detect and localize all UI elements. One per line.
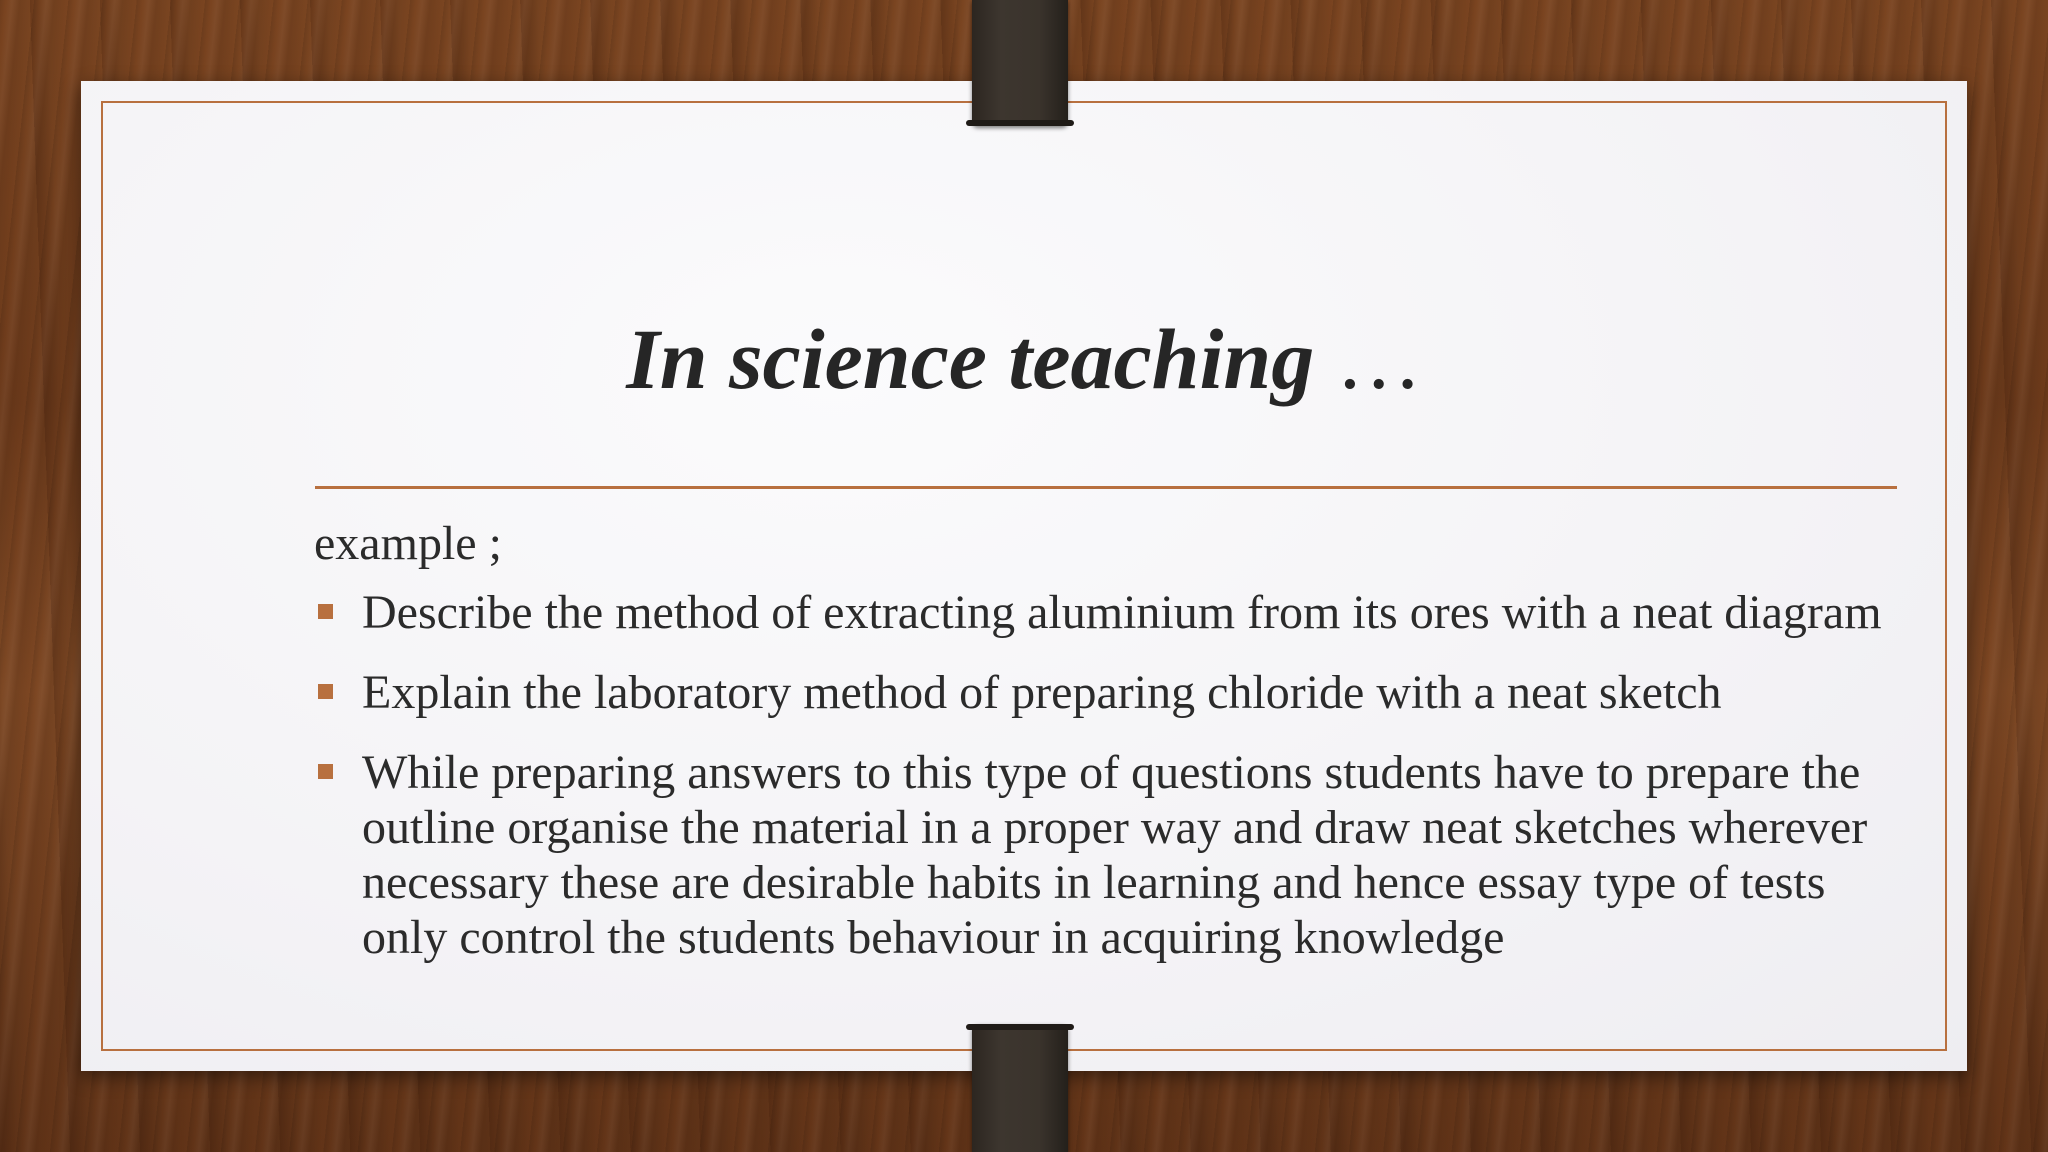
square-bullet-icon (318, 604, 333, 619)
slide-title-text: In science teaching (626, 311, 1315, 407)
bullet-list (314, 585, 1914, 965)
square-bullet-icon (318, 684, 333, 699)
top-binder-clip (972, 0, 1068, 126)
bullet-text: While preparing answers to this type of questions students have to prepare the outline organise the material in a proper way and draw neat sketches wherever necessary these are desirable habits in learning and hence essay type of tests only control the students behaviour in acquiring knowledge (362, 746, 1868, 964)
slide-body (314, 513, 1914, 990)
intro-text: example ; (314, 517, 502, 570)
bullet-item (314, 665, 1914, 720)
bullet-text: Describe the method of extracting aluminium from its ores with a neat diagram (362, 586, 1882, 639)
slide-title (81, 309, 1967, 409)
slide-card (81, 81, 1967, 1071)
bullet-item (314, 745, 1914, 965)
bullet-text: Explain the laboratory method of preparing chloride with a neat sketch (362, 666, 1722, 719)
square-bullet-icon (318, 764, 333, 779)
clip-edge (966, 120, 1074, 126)
bullet-item (314, 585, 1914, 640)
slide-title-ellipsis: … (1314, 311, 1422, 407)
clip-edge (966, 1024, 1074, 1030)
title-divider (315, 486, 1897, 489)
bottom-binder-clip (972, 1024, 1068, 1152)
